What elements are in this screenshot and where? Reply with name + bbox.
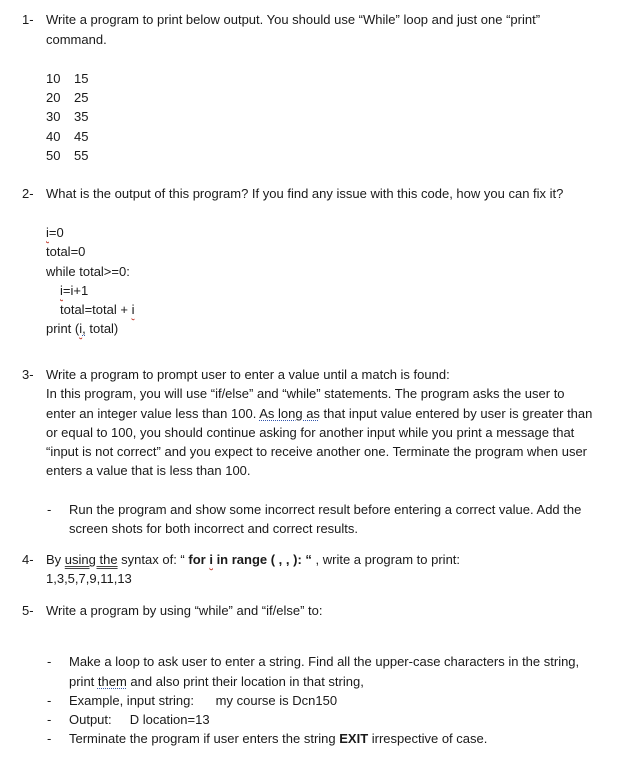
q2-number: 2- xyxy=(22,186,34,201)
q1-row3-a: 30 xyxy=(46,109,61,124)
code-line-4 xyxy=(60,283,88,299)
q4-line1 xyxy=(46,552,460,568)
code-line-6-post: total) xyxy=(85,321,119,336)
q3-line3 xyxy=(46,406,592,422)
code-line-6 xyxy=(46,321,118,337)
q4-range: in range ( , , ): “ xyxy=(212,552,312,567)
q5-bullet-1: - xyxy=(47,654,52,669)
q1-row4-a: 40 xyxy=(46,129,61,144)
q3-line3-post: that input value entered by user is greater than xyxy=(319,406,593,421)
code-line-1 xyxy=(46,225,64,241)
q5-b4-bold: EXIT xyxy=(339,731,369,746)
q3-line3-pre: enter an integer value less than 100. xyxy=(46,406,260,421)
q5-bullet4 xyxy=(69,731,487,747)
q4-mid: syntax of: “ xyxy=(117,552,189,567)
q1-text-line1: Write a program to print below output. You should use “While” loop and just one “print” xyxy=(46,12,541,27)
code-var-i: i xyxy=(131,302,135,317)
q1-row1-a: 10 xyxy=(46,71,61,86)
code-line-6-pre: print ( xyxy=(46,321,80,336)
q4-pre: By xyxy=(46,552,65,567)
q1-row2-a: 20 xyxy=(46,90,61,105)
q1-row3-b: 35 xyxy=(74,109,89,124)
code-line-5 xyxy=(60,302,134,318)
code-line-4-rest: =i+1 xyxy=(62,283,89,298)
q3-line4: or equal to 100, you should continue asking for another input while you print a message that xyxy=(46,425,575,440)
code-line-3: while total>=0: xyxy=(46,264,130,279)
q5-bullet-4: - xyxy=(47,731,52,746)
q1-number: 1- xyxy=(22,12,34,27)
code-var-i: i xyxy=(60,283,63,298)
q5-b1b-pre: print xyxy=(69,674,98,689)
q1-row5-a: 50 xyxy=(46,148,61,163)
q4-marked: using the xyxy=(64,552,118,567)
q3-bullet: - xyxy=(47,502,52,517)
q3-line3-marked: As long as xyxy=(259,406,320,421)
q3-line6: enters a value that is less than 100. xyxy=(46,463,251,478)
q3-number: 3- xyxy=(22,367,34,382)
q5-bullet3: Output: D location=13 xyxy=(69,712,210,727)
q5-bullet2: Example, input string: my course is Dcn150 xyxy=(69,693,338,708)
q4-for-keyword: for xyxy=(188,552,210,567)
q1-row5-b: 55 xyxy=(74,148,89,163)
q5-bullet1-line2 xyxy=(69,674,364,690)
q3-line5: “input is not correct” and you expect to receive another one. Terminate the program when user xyxy=(46,444,587,459)
q4-var-i: i xyxy=(209,552,213,567)
q5-number: 5- xyxy=(22,603,34,618)
q5-b1b-marked: them xyxy=(97,674,127,689)
q4-number: 4- xyxy=(22,552,34,567)
q5-line1: Write a program by using “while” and “if/else” to: xyxy=(46,603,323,618)
code-line-1-rest: =0 xyxy=(48,225,64,240)
code-var-i: i xyxy=(46,225,49,240)
q3-line1: Write a program to prompt user to enter a value until a match is found: xyxy=(46,367,450,382)
q5-bullet-2: - xyxy=(47,693,52,708)
q4-line2: 1,3,5,7,9,11,13 xyxy=(46,571,132,586)
q5-bullet1-line1: Make a loop to ask user to enter a string. Find all the upper-case characters in the string, xyxy=(69,654,580,669)
q5-bullet-3: - xyxy=(47,712,52,727)
code-line-2: total=0 xyxy=(46,244,86,259)
q4-post: , write a program to print: xyxy=(311,552,461,567)
q1-text-line2: command. xyxy=(46,32,107,47)
code-var-i: i xyxy=(79,321,83,336)
q1-row4-b: 45 xyxy=(74,129,89,144)
q2-text: What is the output of this program? If you find any issue with this code, how you can fix it? xyxy=(46,186,564,201)
code-comma: , xyxy=(82,321,86,336)
q5-b1b-post: and also print their location in that string, xyxy=(126,674,364,689)
q3-bullet-line2: screen shots for both incorrect and correct results. xyxy=(69,521,359,536)
q1-row1-b: 15 xyxy=(74,71,89,86)
code-line-5-pre: total=total + xyxy=(60,302,132,317)
q5-b4-post: irrespective of case. xyxy=(368,731,488,746)
q3-bullet-line1: Run the program and show some incorrect result before entering a correct value. Add the xyxy=(69,502,582,517)
q3-line2: In this program, you will use “if/else” and “while” statements. The program asks the user to xyxy=(46,386,565,401)
q5-b4-pre: Terminate the program if user enters the string xyxy=(69,731,340,746)
q1-row2-b: 25 xyxy=(74,90,89,105)
